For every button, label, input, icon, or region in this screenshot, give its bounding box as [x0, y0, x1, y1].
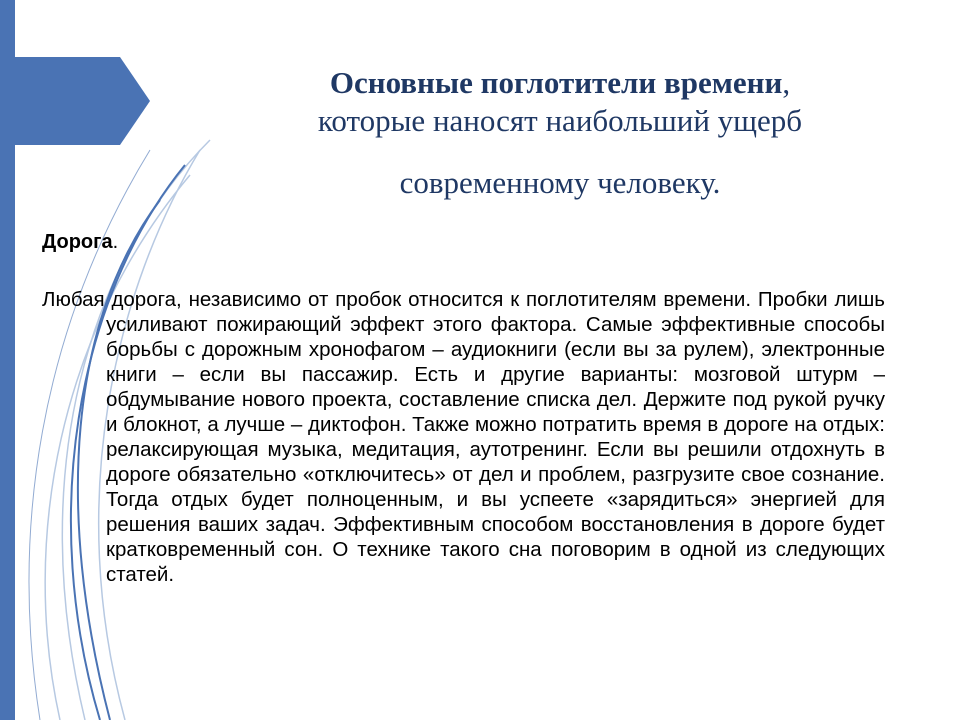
title-line-2: которые наносят наибольший ущерб: [317, 103, 803, 138]
section-heading: [42, 230, 118, 254]
body-paragraph: Любая дорога, независимо от пробок относится к поглотителям времени. Пробки лишь усиливают пожирающий эффект этого фактора. Самые эффективные способы борьбы с дорожным хронофагом – аудиокниги (если вы за рулем), электронные книги – если вы пассажир. Есть и другие варианты: мозговой штурм – обдумывание нового проекта, составление списка дел. Держите под рукой ручку и блокнот, а лучше – диктофон. Также можно потратить время в дороге на отдых: релаксирующая музыка, медитация, аутотренинг. Если вы решили отдохнуть в дороге обязательно «отключитесь» от дел и проблем, разгрузите свое сознание. Тогда отдых будет полноценным, и вы успеете «зарядиться» энергией для решения ваших задач. Эффективным способом восстановления в дороге будет кратковременный сон. О технике такого сна поговорим в одной из следующих статей.: [42, 288, 885, 586]
section-heading-period: .: [112, 231, 119, 253]
title-line-3: современному человеку.: [399, 165, 721, 200]
title-arrow-banner: [0, 57, 150, 145]
title-bold-part: Основные поглотители времени: [329, 65, 783, 100]
title-comma: ,: [782, 65, 791, 100]
slide-title: [180, 64, 940, 202]
section-heading-bold: Дорога: [42, 231, 113, 253]
title-line-1: [180, 64, 940, 102]
